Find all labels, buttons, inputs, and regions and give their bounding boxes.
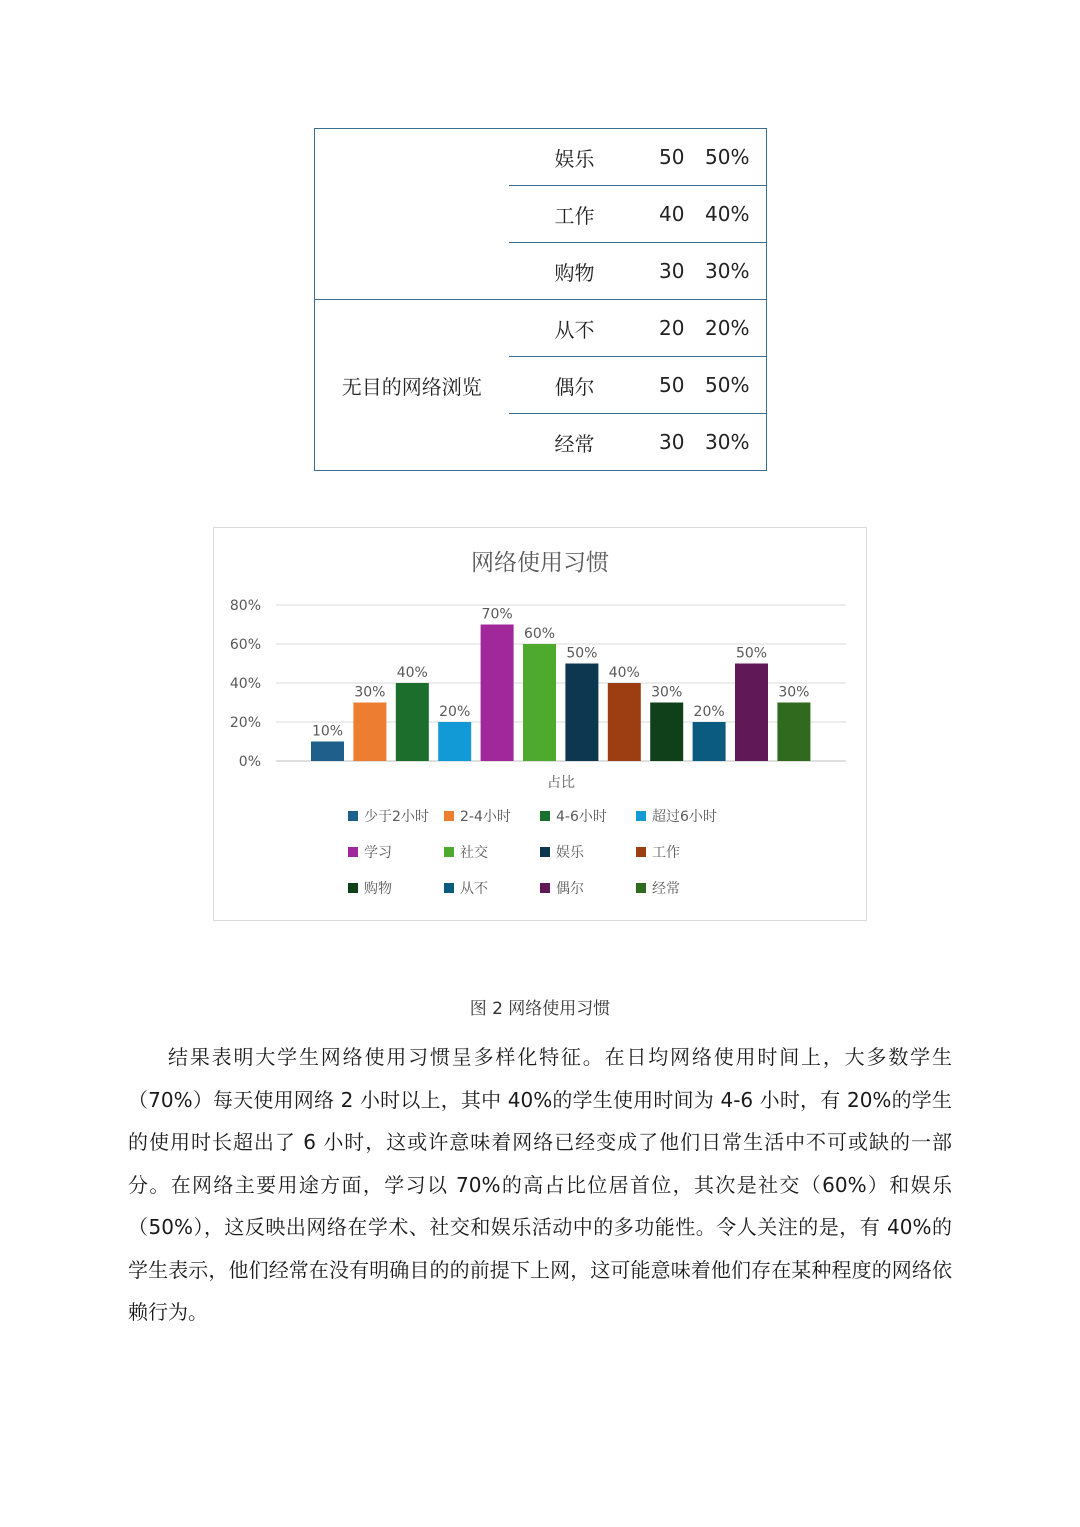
data-label: 40% [396, 665, 428, 681]
table-cell-item: 偶尔 [509, 357, 641, 414]
data-label: 30% [354, 684, 386, 701]
bar [353, 703, 386, 762]
table-cell-percent: 20% [689, 300, 767, 357]
y-tick-label: 80% [229, 598, 261, 614]
legend-swatch [540, 883, 550, 893]
table-cell-percent: 30% [689, 243, 767, 300]
table-cell-percent: 30% [689, 414, 767, 471]
bar [523, 644, 556, 761]
table-cell-percent: 40% [689, 186, 767, 243]
data-label: 20% [693, 704, 725, 720]
data-label: 20% [439, 704, 471, 720]
y-tick-label: 20% [229, 715, 261, 731]
y-tick-label: 0% [238, 754, 261, 770]
bar-chart [213, 527, 867, 921]
legend-swatch [540, 847, 550, 857]
data-label: 40% [608, 665, 640, 681]
legend-swatch [636, 811, 646, 821]
legend-label: 2-4小时 [460, 809, 511, 825]
table-cell-count: 50 [641, 129, 689, 186]
body-paragraph: 结果表明大学生网络使用习惯呈多样化特征。在日均网络使用时间上，大多数学生（70%）每天使用网络 2 小时以上，其中 40%的学生使用时间为 4-6 小时，有 20%的学生的使用时长超出了 6 小时，这或许意味着网络已经变成了他们日常生活中不可或缺的一部分。在网络主要用途方面，学习以 70%的高占比位居首位，其次是社交（60%）和娱乐（50%），这反映出网络在学术、社交和娱乐活动中的多功能性。令人关注的是，有 40%的学生表示，他们经常在没有明确目的的前提下上网，这可能意味着他们存在某种程度的网络依赖行为。 [128, 1045, 952, 1324]
chart-data-labels [312, 607, 810, 740]
data-label: 50% [566, 645, 598, 662]
usage-table [314, 128, 767, 471]
bar [565, 664, 598, 762]
data-label: 70% [481, 606, 513, 623]
table-group-label [315, 129, 509, 300]
legend-swatch [636, 847, 646, 857]
legend-label: 学习 [364, 845, 392, 861]
legend-label: 从不 [460, 881, 488, 897]
legend-swatch [444, 883, 454, 893]
table-cell-count: 30 [641, 243, 689, 300]
bar [650, 703, 683, 762]
legend-label: 购物 [364, 881, 392, 897]
data-label: 60% [523, 626, 556, 642]
figure-caption: 图 2 网络使用习惯 [469, 999, 611, 1019]
bar [777, 703, 810, 762]
legend-swatch [348, 883, 358, 893]
legend-label: 工作 [652, 845, 680, 861]
chart-canvas [214, 528, 866, 920]
data-label: 10% [311, 723, 344, 740]
legend-label: 少于2小时 [364, 809, 429, 825]
legend-swatch [348, 811, 358, 821]
bar [396, 683, 429, 761]
table-cell-count: 40 [641, 186, 689, 243]
legend-swatch [540, 811, 550, 821]
table-cell-item: 购物 [509, 243, 641, 300]
chart-title: 网络使用习惯 [471, 550, 609, 576]
data-label: 30% [778, 684, 810, 701]
chart-y-axis [230, 598, 261, 770]
table-cell-count: 50 [641, 357, 689, 414]
table-cell-percent: 50% [689, 357, 767, 414]
legend-label: 经常 [652, 881, 680, 897]
y-tick-label: 60% [229, 637, 261, 653]
bar [311, 742, 344, 762]
data-label: 50% [735, 645, 768, 662]
table-cell-percent: 50% [689, 129, 767, 186]
chart-legend [348, 808, 717, 897]
table-cell-item: 从不 [509, 300, 641, 357]
y-tick-label: 40% [229, 676, 261, 692]
bar [693, 722, 726, 761]
legend-label: 娱乐 [556, 845, 584, 861]
bar [481, 625, 514, 762]
table-cell-item: 经常 [509, 414, 641, 471]
legend-label: 4-6小时 [556, 809, 607, 825]
table-cell-item: 工作 [509, 186, 641, 243]
bar [735, 664, 768, 762]
table-row [315, 129, 767, 186]
legend-swatch [636, 883, 646, 893]
legend-label: 社交 [460, 845, 488, 861]
table-group-label: 无目的网络浏览 [315, 300, 509, 471]
legend-swatch [348, 847, 358, 857]
table-cell-count: 30 [641, 414, 689, 471]
legend-label: 超过6小时 [652, 809, 717, 825]
table-cell-count: 20 [641, 300, 689, 357]
legend-swatch [444, 811, 454, 821]
legend-label: 偶尔 [556, 881, 584, 897]
bar [608, 683, 641, 761]
table-row [315, 300, 767, 357]
table-cell-item: 娱乐 [509, 129, 641, 186]
bar [438, 722, 471, 761]
chart-x-axis-label: 占比 [547, 775, 575, 791]
data-label: 30% [651, 684, 683, 701]
legend-swatch [444, 847, 454, 857]
